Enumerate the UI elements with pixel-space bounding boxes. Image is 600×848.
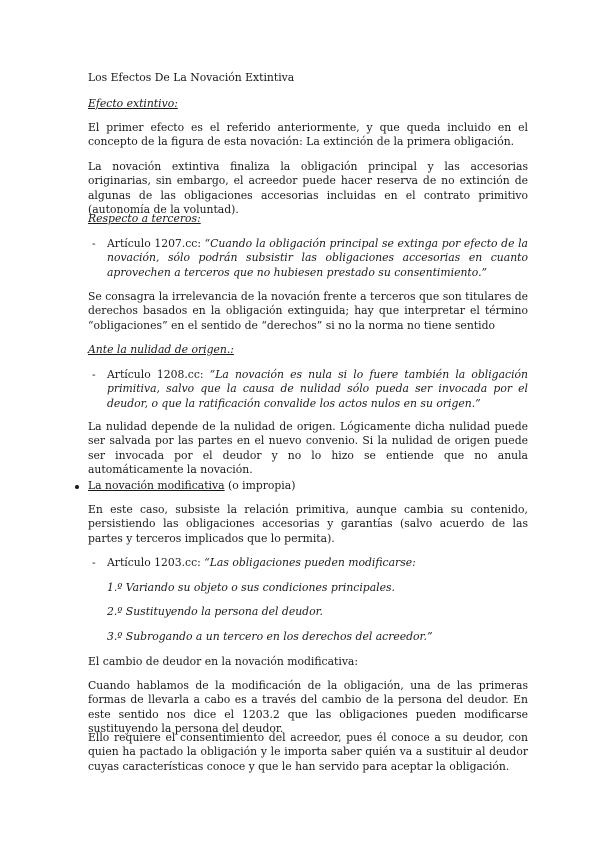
list-dash: -: [92, 556, 96, 569]
list-dash: -: [92, 237, 96, 250]
article-text: “Cuando la obligación principal se extinga por efecto de la novación, sólo podrán subsistir las obligaciones accesorias en cuanto aprovechen a terceros que no hubiesen prestado su consentimiento.”: [107, 237, 528, 279]
paragraph: Cuando hablamos de la modificación de la obligación, una de las primeras formas de llevarla a cabo es a través del cambio de la persona del deudor. En este sentido nos dice el 1203.2 que las obligaciones pueden modificarse sustituyendo la persona del deudor.: [88, 679, 528, 735]
page-title: Los Efectos De La Novación Extintiva: [88, 71, 295, 84]
article-lead: Artículo 1207.cc:: [107, 237, 205, 250]
article-quote: [107, 556, 528, 570]
list-dash: -: [92, 368, 96, 381]
article-lead: Artículo 1208.cc:: [107, 368, 210, 381]
article-quote: [107, 237, 528, 280]
article-text: “Las obligaciones pueden modificarse:: [204, 556, 416, 569]
heading-suffix: (o impropia): [224, 479, 296, 492]
paragraph: En este caso, subsiste la relación primitiva, aunque cambia su contenido, persistiendo las obligaciones accesorias y garantías (salvo acuerdo de las partes y terceros implicados que lo permita).: [88, 503, 528, 545]
paragraph: La novación extintiva finaliza la obligación principal y las accesorias originarias, sin embargo, el acreedor puede hacer reserva de no extinción de algunas de las obligaciones accesorias incluidas en el contrato primitivo (autonomía de la voluntad).: [88, 160, 528, 216]
article-text: “La novación es nula si lo fuere también la obligación primitiva, salvo que la causa de nulidad sólo pueda ser invocada por el deudor, o que la ratificación convalide los actos nulos en su origen.”: [107, 368, 528, 410]
heading-novacion-modificativa: [88, 479, 528, 493]
paragraph: El primer efecto es el referido anteriormente, y que queda incluido en el concepto de la figura de esta novación: La extinción de la primera obligación.: [88, 121, 528, 149]
heading-nulidad-origen: Ante la nulidad de origen.:: [88, 343, 234, 356]
list-item: 2.º Sustituyendo la persona del deudor.: [107, 605, 323, 618]
list-item: 3.º Subrogando a un tercero en los derechos del acreedor.”: [107, 630, 433, 643]
article-quote: [107, 368, 528, 411]
heading-respecto-terceros: Respecto a terceros:: [88, 212, 201, 225]
article-lead: Artículo 1203.cc:: [107, 556, 205, 569]
heading-efecto-extintivo: Efecto extintivo:: [88, 97, 178, 110]
paragraph: Ello requiere el consentimiento del acreedor, pues él conoce a su deudor, con quien ha pactado la obligación y le importa saber quién va a sustituir al deudor cuyas características conoce y que le han servido para aceptar la obligación.: [88, 731, 528, 773]
list-item: 1.º Variando su objeto o sus condiciones principales.: [107, 581, 395, 594]
paragraph: Se consagra la irrelevancia de la novación frente a terceros que son titulares de derechos basados en la obligación extinguida; hay que interpretar el término “obligaciones” en el sentido de “derechos” si no la norma no tiene sentido: [88, 290, 528, 332]
bullet-dot: [75, 485, 79, 489]
paragraph: El cambio de deudor en la novación modificativa:: [88, 655, 359, 668]
heading-text: La novación modificativa: [88, 479, 225, 492]
paragraph: La nulidad depende de la nulidad de origen. Lógicamente dicha nulidad puede ser salvada por las partes en el nuevo convenio. Si la nulidad de origen puede ser invocada por el deudor y no lo hizo se entiende que no anula automáticamente la novación.: [88, 420, 528, 476]
